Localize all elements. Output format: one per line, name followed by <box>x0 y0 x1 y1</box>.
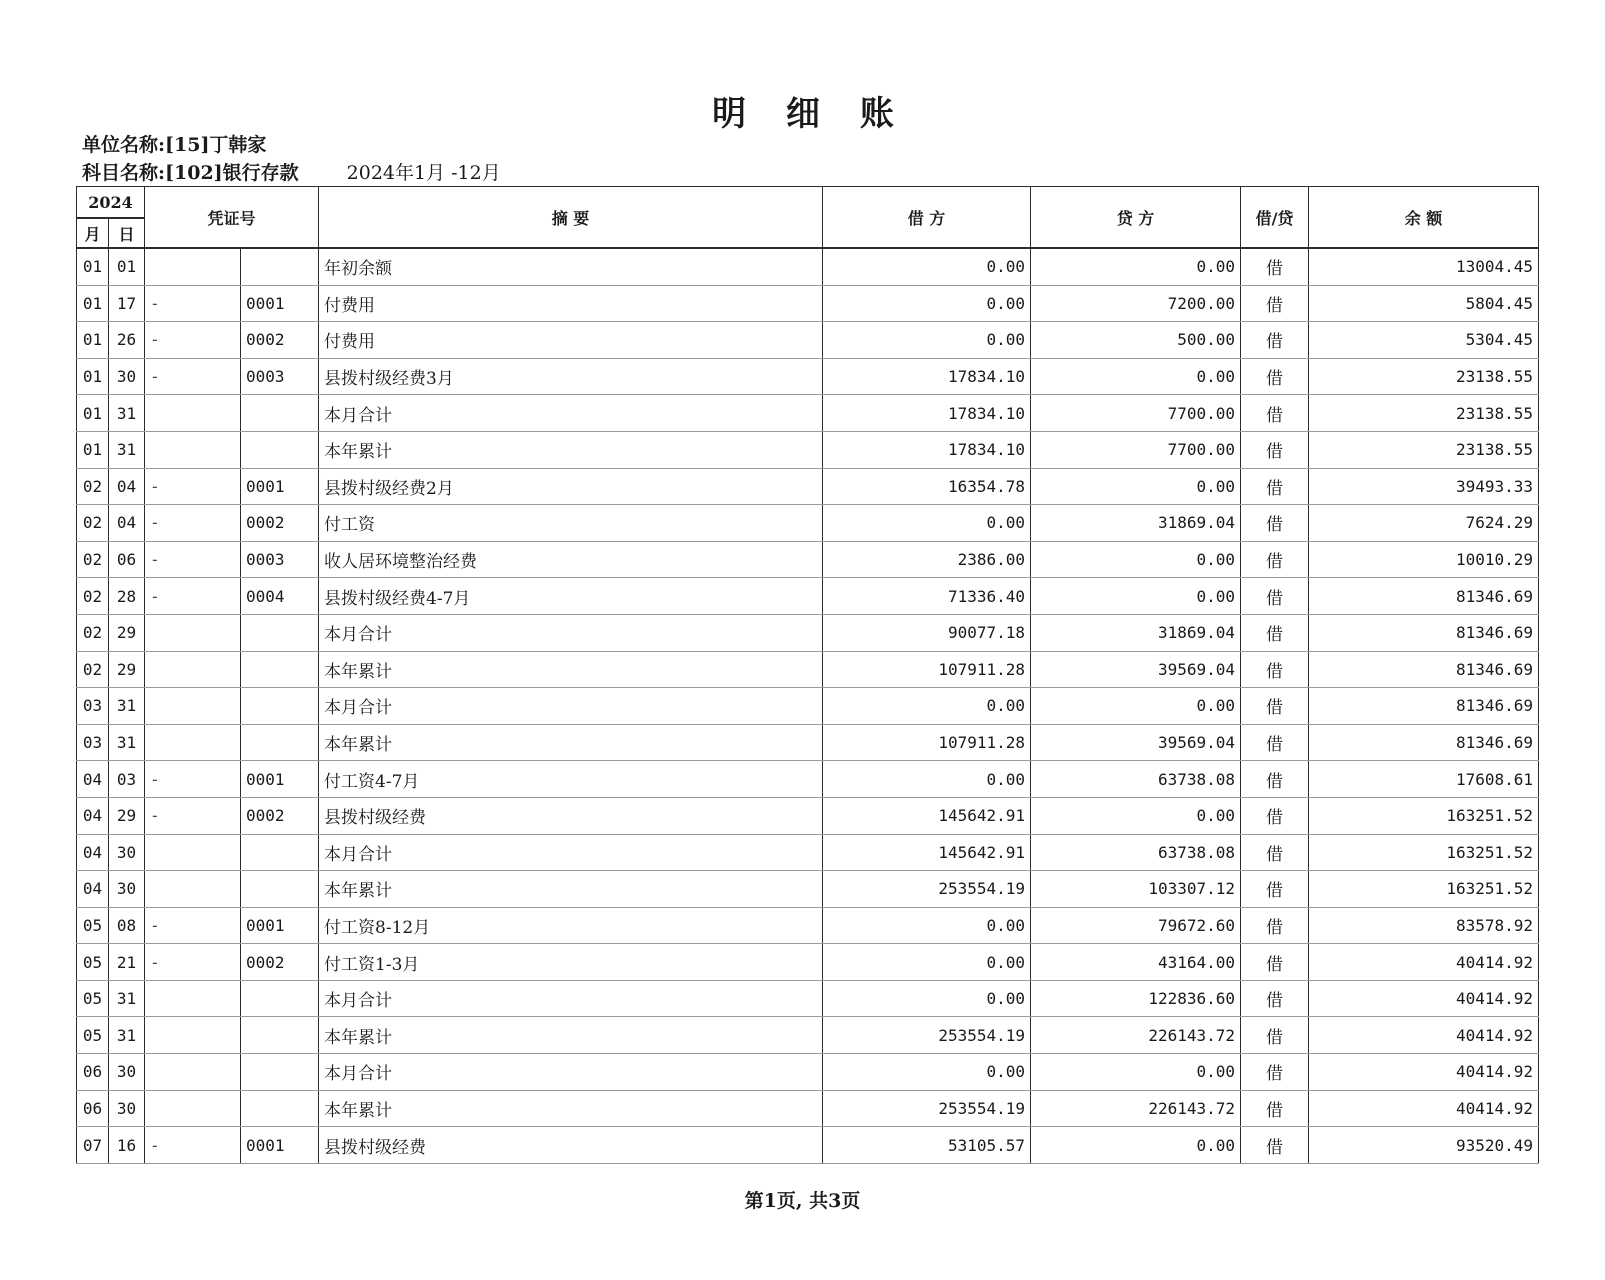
cell-voucher-type: - <box>145 505 241 542</box>
page-number: 第1页, 共3页 <box>744 1190 861 1212</box>
table-row <box>77 505 1539 542</box>
cell-voucher-no: 0003 <box>241 541 319 578</box>
cell-day: 06 <box>109 541 145 578</box>
cell-summary: 本月合计 <box>319 614 823 651</box>
cell-day: 31 <box>109 431 145 468</box>
cell-debit: 17834.10 <box>823 395 1031 432</box>
cell-voucher-no <box>241 248 319 285</box>
table-row <box>77 248 1539 285</box>
cell-voucher-type <box>145 834 241 871</box>
cell-debit: 0.00 <box>823 761 1031 798</box>
cell-voucher-type: - <box>145 944 241 981</box>
cell-voucher-no <box>241 871 319 908</box>
cell-direction: 借 <box>1241 907 1309 944</box>
cell-voucher-no <box>241 614 319 651</box>
cell-summary: 本月合计 <box>319 688 823 725</box>
cell-debit: 2386.00 <box>823 541 1031 578</box>
cell-summary: 本月合计 <box>319 395 823 432</box>
table-row <box>77 651 1539 688</box>
ledger-table <box>76 186 1539 1164</box>
subject-line <box>82 158 501 185</box>
cell-direction: 借 <box>1241 614 1309 651</box>
cell-credit: 31869.04 <box>1031 614 1241 651</box>
cell-day: 21 <box>109 944 145 981</box>
header-balance: 余 额 <box>1309 187 1539 249</box>
cell-credit: 122836.60 <box>1031 980 1241 1017</box>
cell-summary: 本年累计 <box>319 1017 823 1054</box>
header-credit: 贷 方 <box>1031 187 1241 249</box>
period: 2024年1月 -12月 <box>346 162 501 184</box>
table-row <box>77 871 1539 908</box>
cell-debit: 0.00 <box>823 322 1031 359</box>
cell-voucher-type <box>145 871 241 908</box>
cell-balance: 23138.55 <box>1309 358 1539 395</box>
cell-day: 29 <box>109 651 145 688</box>
header-direction: 借/贷 <box>1241 187 1309 249</box>
cell-summary: 县拨村级经费4-7月 <box>319 578 823 615</box>
cell-month: 02 <box>77 614 109 651</box>
cell-balance: 81346.69 <box>1309 724 1539 761</box>
table-row <box>77 834 1539 871</box>
cell-direction: 借 <box>1241 322 1309 359</box>
cell-credit: 0.00 <box>1031 468 1241 505</box>
cell-summary: 收人居环境整治经费 <box>319 541 823 578</box>
cell-credit: 0.00 <box>1031 578 1241 615</box>
cell-voucher-type: - <box>145 1127 241 1164</box>
cell-voucher-no <box>241 431 319 468</box>
cell-day: 26 <box>109 322 145 359</box>
cell-credit: 226143.72 <box>1031 1017 1241 1054</box>
cell-month: 02 <box>77 505 109 542</box>
cell-voucher-no <box>241 1017 319 1054</box>
cell-month: 02 <box>77 651 109 688</box>
header-day: 日 <box>109 218 145 248</box>
ledger-title: 明 细 账 <box>712 94 908 134</box>
cell-month: 05 <box>77 907 109 944</box>
cell-voucher-type: - <box>145 322 241 359</box>
cell-credit: 0.00 <box>1031 797 1241 834</box>
cell-direction: 借 <box>1241 797 1309 834</box>
cell-month: 01 <box>77 248 109 285</box>
cell-debit: 253554.19 <box>823 1090 1031 1127</box>
cell-direction: 借 <box>1241 541 1309 578</box>
cell-voucher-no <box>241 651 319 688</box>
cell-summary: 付费用 <box>319 322 823 359</box>
cell-month: 04 <box>77 834 109 871</box>
cell-day: 04 <box>109 505 145 542</box>
cell-day: 08 <box>109 907 145 944</box>
header-voucher: 凭证号 <box>145 187 319 249</box>
cell-balance: 10010.29 <box>1309 541 1539 578</box>
cell-debit: 0.00 <box>823 1054 1031 1091</box>
table-row <box>77 761 1539 798</box>
subject-name: 科目名称:[102]银行存款 <box>82 162 299 184</box>
cell-balance: 23138.55 <box>1309 431 1539 468</box>
cell-voucher-type <box>145 688 241 725</box>
cell-summary: 年初余额 <box>319 248 823 285</box>
cell-voucher-type <box>145 248 241 285</box>
cell-voucher-no <box>241 1054 319 1091</box>
cell-day: 03 <box>109 761 145 798</box>
cell-voucher-type <box>145 1054 241 1091</box>
cell-month: 01 <box>77 322 109 359</box>
cell-debit: 253554.19 <box>823 1017 1031 1054</box>
table-row <box>77 578 1539 615</box>
cell-direction: 借 <box>1241 834 1309 871</box>
table-row <box>77 395 1539 432</box>
table-row <box>77 907 1539 944</box>
cell-voucher-type: - <box>145 797 241 834</box>
header-summary: 摘 要 <box>319 187 823 249</box>
cell-balance: 81346.69 <box>1309 614 1539 651</box>
cell-summary: 付工资 <box>319 505 823 542</box>
table-row <box>77 1017 1539 1054</box>
cell-voucher-no: 0001 <box>241 761 319 798</box>
cell-balance: 7624.29 <box>1309 505 1539 542</box>
cell-direction: 借 <box>1241 431 1309 468</box>
cell-voucher-type <box>145 1017 241 1054</box>
cell-direction: 借 <box>1241 285 1309 322</box>
cell-day: 30 <box>109 834 145 871</box>
cell-voucher-no <box>241 724 319 761</box>
cell-summary: 付工资4-7月 <box>319 761 823 798</box>
cell-voucher-no: 0002 <box>241 505 319 542</box>
cell-voucher-no <box>241 980 319 1017</box>
cell-credit: 0.00 <box>1031 688 1241 725</box>
cell-balance: 13004.45 <box>1309 248 1539 285</box>
cell-day: 17 <box>109 285 145 322</box>
table-row <box>77 541 1539 578</box>
header-month: 月 <box>77 218 109 248</box>
cell-month: 02 <box>77 578 109 615</box>
cell-debit: 71336.40 <box>823 578 1031 615</box>
cell-direction: 借 <box>1241 358 1309 395</box>
cell-balance: 40414.92 <box>1309 1054 1539 1091</box>
cell-balance: 40414.92 <box>1309 1090 1539 1127</box>
cell-day: 30 <box>109 1090 145 1127</box>
cell-month: 01 <box>77 285 109 322</box>
cell-month: 03 <box>77 688 109 725</box>
cell-summary: 本年累计 <box>319 724 823 761</box>
cell-credit: 226143.72 <box>1031 1090 1241 1127</box>
cell-voucher-no: 0002 <box>241 797 319 834</box>
cell-voucher-type: - <box>145 761 241 798</box>
cell-credit: 0.00 <box>1031 1054 1241 1091</box>
cell-day: 29 <box>109 797 145 834</box>
cell-summary: 本月合计 <box>319 1054 823 1091</box>
cell-day: 01 <box>109 248 145 285</box>
cell-voucher-no: 0004 <box>241 578 319 615</box>
cell-balance: 39493.33 <box>1309 468 1539 505</box>
cell-direction: 借 <box>1241 468 1309 505</box>
cell-day: 28 <box>109 578 145 615</box>
cell-balance: 163251.52 <box>1309 871 1539 908</box>
cell-voucher-no <box>241 834 319 871</box>
cell-voucher-no: 0001 <box>241 1127 319 1164</box>
cell-debit: 145642.91 <box>823 797 1031 834</box>
header-year: 2024 <box>77 187 145 219</box>
cell-day: 29 <box>109 614 145 651</box>
cell-direction: 借 <box>1241 651 1309 688</box>
cell-voucher-no: 0001 <box>241 285 319 322</box>
cell-month: 05 <box>77 944 109 981</box>
table-row <box>77 285 1539 322</box>
cell-voucher-type <box>145 395 241 432</box>
cell-debit: 17834.10 <box>823 431 1031 468</box>
cell-day: 30 <box>109 871 145 908</box>
cell-month: 05 <box>77 1017 109 1054</box>
cell-month: 04 <box>77 761 109 798</box>
cell-summary: 付工资1-3月 <box>319 944 823 981</box>
table-row <box>77 322 1539 359</box>
cell-month: 01 <box>77 431 109 468</box>
cell-credit: 31869.04 <box>1031 505 1241 542</box>
cell-direction: 借 <box>1241 578 1309 615</box>
cell-debit: 0.00 <box>823 285 1031 322</box>
cell-balance: 81346.69 <box>1309 651 1539 688</box>
cell-month: 02 <box>77 468 109 505</box>
cell-voucher-no: 0002 <box>241 944 319 981</box>
cell-month: 04 <box>77 871 109 908</box>
cell-month: 07 <box>77 1127 109 1164</box>
table-row <box>77 468 1539 505</box>
table-row <box>77 358 1539 395</box>
cell-balance: 93520.49 <box>1309 1127 1539 1164</box>
cell-direction: 借 <box>1241 980 1309 1017</box>
cell-balance: 40414.92 <box>1309 1017 1539 1054</box>
cell-debit: 0.00 <box>823 944 1031 981</box>
cell-credit: 7700.00 <box>1031 395 1241 432</box>
cell-direction: 借 <box>1241 1054 1309 1091</box>
cell-day: 30 <box>109 358 145 395</box>
cell-direction: 借 <box>1241 1090 1309 1127</box>
cell-voucher-type <box>145 1090 241 1127</box>
table-row <box>77 797 1539 834</box>
cell-voucher-type: - <box>145 468 241 505</box>
table-body <box>77 248 1539 1163</box>
cell-summary: 县拨村级经费2月 <box>319 468 823 505</box>
cell-voucher-no <box>241 395 319 432</box>
cell-balance: 163251.52 <box>1309 834 1539 871</box>
cell-month: 01 <box>77 395 109 432</box>
cell-voucher-no: 0001 <box>241 468 319 505</box>
cell-debit: 0.00 <box>823 688 1031 725</box>
cell-month: 02 <box>77 541 109 578</box>
cell-summary: 本年累计 <box>319 431 823 468</box>
cell-direction: 借 <box>1241 1127 1309 1164</box>
cell-month: 04 <box>77 797 109 834</box>
cell-debit: 145642.91 <box>823 834 1031 871</box>
cell-balance: 40414.92 <box>1309 980 1539 1017</box>
cell-summary: 付费用 <box>319 285 823 322</box>
cell-month: 06 <box>77 1090 109 1127</box>
cell-balance: 23138.55 <box>1309 395 1539 432</box>
cell-voucher-no <box>241 688 319 725</box>
cell-voucher-no <box>241 1090 319 1127</box>
cell-day: 31 <box>109 1017 145 1054</box>
cell-credit: 43164.00 <box>1031 944 1241 981</box>
cell-day: 31 <box>109 688 145 725</box>
cell-voucher-type <box>145 614 241 651</box>
cell-voucher-type: - <box>145 358 241 395</box>
cell-debit: 253554.19 <box>823 871 1031 908</box>
cell-credit: 63738.08 <box>1031 834 1241 871</box>
cell-direction: 借 <box>1241 944 1309 981</box>
cell-balance: 81346.69 <box>1309 578 1539 615</box>
cell-debit: 107911.28 <box>823 724 1031 761</box>
cell-day: 31 <box>109 724 145 761</box>
cell-day: 30 <box>109 1054 145 1091</box>
cell-debit: 90077.18 <box>823 614 1031 651</box>
header-debit: 借 方 <box>823 187 1031 249</box>
table-row <box>77 1127 1539 1164</box>
cell-credit: 63738.08 <box>1031 761 1241 798</box>
cell-voucher-no: 0002 <box>241 322 319 359</box>
cell-credit: 0.00 <box>1031 541 1241 578</box>
cell-debit: 0.00 <box>823 505 1031 542</box>
cell-summary: 本月合计 <box>319 980 823 1017</box>
cell-direction: 借 <box>1241 395 1309 432</box>
cell-voucher-type <box>145 651 241 688</box>
cell-debit: 0.00 <box>823 980 1031 1017</box>
cell-direction: 借 <box>1241 724 1309 761</box>
cell-credit: 500.00 <box>1031 322 1241 359</box>
table-header <box>77 187 1539 249</box>
cell-voucher-type <box>145 431 241 468</box>
cell-credit: 79672.60 <box>1031 907 1241 944</box>
table-row <box>77 944 1539 981</box>
cell-summary: 本年累计 <box>319 1090 823 1127</box>
cell-debit: 17834.10 <box>823 358 1031 395</box>
unit-name: 单位名称:[15]丁韩家 <box>82 134 267 156</box>
cell-day: 31 <box>109 980 145 1017</box>
cell-balance: 81346.69 <box>1309 688 1539 725</box>
cell-direction: 借 <box>1241 505 1309 542</box>
cell-voucher-no: 0003 <box>241 358 319 395</box>
cell-debit: 0.00 <box>823 248 1031 285</box>
cell-credit: 7700.00 <box>1031 431 1241 468</box>
cell-balance: 5304.45 <box>1309 322 1539 359</box>
table-row <box>77 614 1539 651</box>
cell-summary: 付工资8-12月 <box>319 907 823 944</box>
cell-month: 06 <box>77 1054 109 1091</box>
cell-balance: 17608.61 <box>1309 761 1539 798</box>
cell-voucher-no: 0001 <box>241 907 319 944</box>
cell-balance: 40414.92 <box>1309 944 1539 981</box>
cell-summary: 县拨村级经费 <box>319 797 823 834</box>
table-row <box>77 980 1539 1017</box>
cell-voucher-type: - <box>145 907 241 944</box>
cell-direction: 借 <box>1241 871 1309 908</box>
cell-credit: 103307.12 <box>1031 871 1241 908</box>
cell-day: 16 <box>109 1127 145 1164</box>
cell-voucher-type: - <box>145 285 241 322</box>
cell-summary: 县拨村级经费3月 <box>319 358 823 395</box>
cell-month: 05 <box>77 980 109 1017</box>
table-row <box>77 688 1539 725</box>
cell-credit: 39569.04 <box>1031 724 1241 761</box>
cell-debit: 53105.57 <box>823 1127 1031 1164</box>
cell-month: 03 <box>77 724 109 761</box>
table-row <box>77 1090 1539 1127</box>
cell-credit: 0.00 <box>1031 248 1241 285</box>
cell-summary: 县拨村级经费 <box>319 1127 823 1164</box>
cell-voucher-type: - <box>145 541 241 578</box>
cell-voucher-type: - <box>145 578 241 615</box>
cell-month: 01 <box>77 358 109 395</box>
cell-summary: 本年累计 <box>319 871 823 908</box>
cell-direction: 借 <box>1241 761 1309 798</box>
table-row <box>77 431 1539 468</box>
cell-voucher-type <box>145 980 241 1017</box>
cell-summary: 本年累计 <box>319 651 823 688</box>
cell-day: 04 <box>109 468 145 505</box>
cell-debit: 0.00 <box>823 907 1031 944</box>
cell-direction: 借 <box>1241 248 1309 285</box>
cell-balance: 83578.92 <box>1309 907 1539 944</box>
cell-direction: 借 <box>1241 688 1309 725</box>
cell-summary: 本月合计 <box>319 834 823 871</box>
cell-voucher-type <box>145 724 241 761</box>
cell-balance: 5804.45 <box>1309 285 1539 322</box>
table-row <box>77 724 1539 761</box>
table-row <box>77 1054 1539 1091</box>
cell-credit: 0.00 <box>1031 1127 1241 1164</box>
cell-credit: 0.00 <box>1031 358 1241 395</box>
cell-credit: 39569.04 <box>1031 651 1241 688</box>
cell-day: 31 <box>109 395 145 432</box>
cell-credit: 7200.00 <box>1031 285 1241 322</box>
cell-balance: 163251.52 <box>1309 797 1539 834</box>
cell-debit: 107911.28 <box>823 651 1031 688</box>
cell-debit: 16354.78 <box>823 468 1031 505</box>
cell-direction: 借 <box>1241 1017 1309 1054</box>
